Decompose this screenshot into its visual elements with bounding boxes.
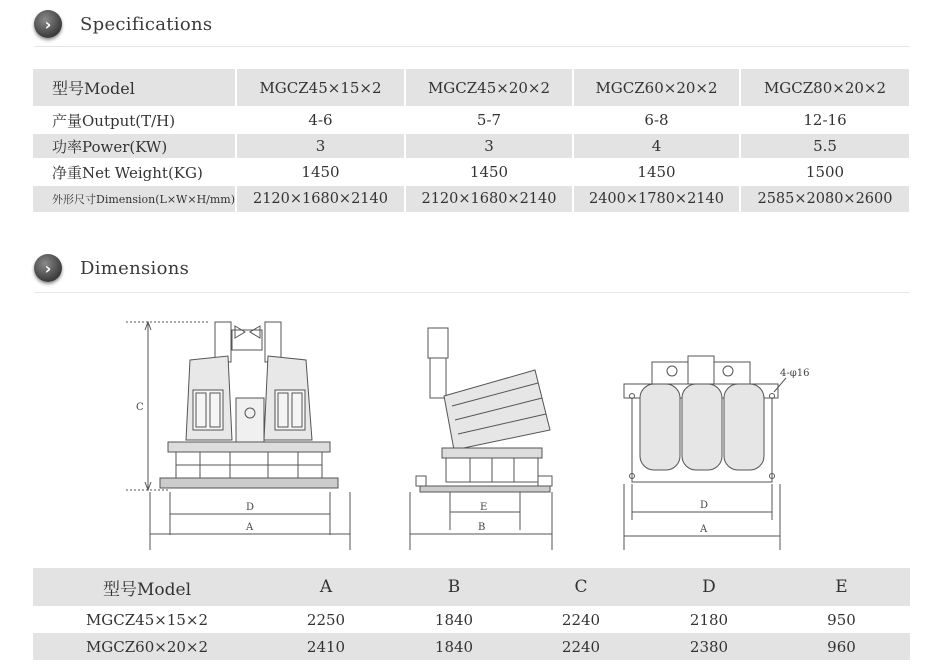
side-view-drawing <box>410 328 552 550</box>
dim-label-d-top: D <box>700 500 709 511</box>
dimensions-header <box>34 254 189 282</box>
spec-header-col: MGCZ45×20×2 <box>405 69 573 107</box>
dim-cell: 2250 <box>261 606 391 633</box>
dim-header-row <box>33 568 910 606</box>
divider <box>34 46 910 47</box>
dim-header-col: A <box>261 568 391 606</box>
spec-header-col: MGCZ45×15×2 <box>236 69 405 107</box>
dim-cell: 2240 <box>517 606 645 633</box>
spec-row-power <box>33 133 910 159</box>
spec-cell: 2120×1680×2140 <box>405 185 573 213</box>
spec-row-output <box>33 107 910 133</box>
dimensions-table <box>33 568 910 660</box>
dim-label-a-top: A <box>700 524 708 535</box>
spec-cell: 12-16 <box>740 107 910 133</box>
spec-row-label: 外形尺寸Dimension(L×W×H/mm) <box>33 185 236 213</box>
dim-label-a: A <box>246 522 254 533</box>
spec-header-col: MGCZ80×20×2 <box>740 69 910 107</box>
dim-row-model: MGCZ45×15×2 <box>33 606 261 633</box>
spec-cell: 4-6 <box>236 107 405 133</box>
specifications-table <box>33 69 911 214</box>
spec-row-label: 净重Net Weight(KG) <box>33 159 236 185</box>
spec-header-model: 型号Model <box>33 69 236 107</box>
spec-cell: 4 <box>573 133 740 159</box>
spec-row-label: 产量Output(T/H) <box>33 107 236 133</box>
dim-header-col: E <box>773 568 910 606</box>
top-view-drawing <box>624 356 786 550</box>
dimensions-title: Dimensions <box>80 257 190 279</box>
dim-header-col: B <box>391 568 517 606</box>
front-view-drawing <box>126 322 350 550</box>
spec-cell: 1500 <box>740 159 910 185</box>
technical-drawing <box>0 300 936 560</box>
dim-row <box>33 633 910 660</box>
dim-label-e: E <box>480 502 488 513</box>
spec-cell: 5-7 <box>405 107 573 133</box>
spec-header-col: MGCZ60×20×2 <box>573 69 740 107</box>
spec-cell: 2585×2080×2600 <box>740 185 910 213</box>
dim-label-d: D <box>246 502 255 513</box>
spec-cell: 2120×1680×2140 <box>236 185 405 213</box>
dim-cell: 1840 <box>391 633 517 660</box>
dim-cell: 950 <box>773 606 910 633</box>
spec-cell: 5.5 <box>740 133 910 159</box>
spec-cell: 1450 <box>236 159 405 185</box>
dim-cell: 2180 <box>645 606 773 633</box>
spec-cell: 3 <box>236 133 405 159</box>
hole-label: 4-φ16 <box>780 368 810 379</box>
spec-cell: 1450 <box>573 159 740 185</box>
chevron-right-icon: › <box>34 10 62 38</box>
dim-header-model: 型号Model <box>33 568 261 606</box>
spec-header-row <box>33 69 910 107</box>
spec-row-label: 功率Power(KW) <box>33 133 236 159</box>
spec-cell: 2400×1780×2140 <box>573 185 740 213</box>
spec-cell: 3 <box>405 133 573 159</box>
dim-cell: 2380 <box>645 633 773 660</box>
dim-cell: 2240 <box>517 633 645 660</box>
dim-header-col: D <box>645 568 773 606</box>
dim-row-model: MGCZ60×20×2 <box>33 633 261 660</box>
dim-label-b: B <box>478 522 486 533</box>
divider <box>34 292 910 293</box>
spec-cell: 6-8 <box>573 107 740 133</box>
specifications-header <box>34 10 212 38</box>
specifications-title: Specifications <box>80 13 213 35</box>
dim-row <box>33 606 910 633</box>
chevron-right-icon: › <box>34 254 62 282</box>
dim-cell: 2410 <box>261 633 391 660</box>
dim-label-c: C <box>136 402 144 413</box>
spec-row-weight <box>33 159 910 185</box>
spec-row-dimension <box>33 185 910 213</box>
spec-cell: 1450 <box>405 159 573 185</box>
dim-cell: 1840 <box>391 606 517 633</box>
dim-cell: 960 <box>773 633 910 660</box>
dim-header-col: C <box>517 568 645 606</box>
